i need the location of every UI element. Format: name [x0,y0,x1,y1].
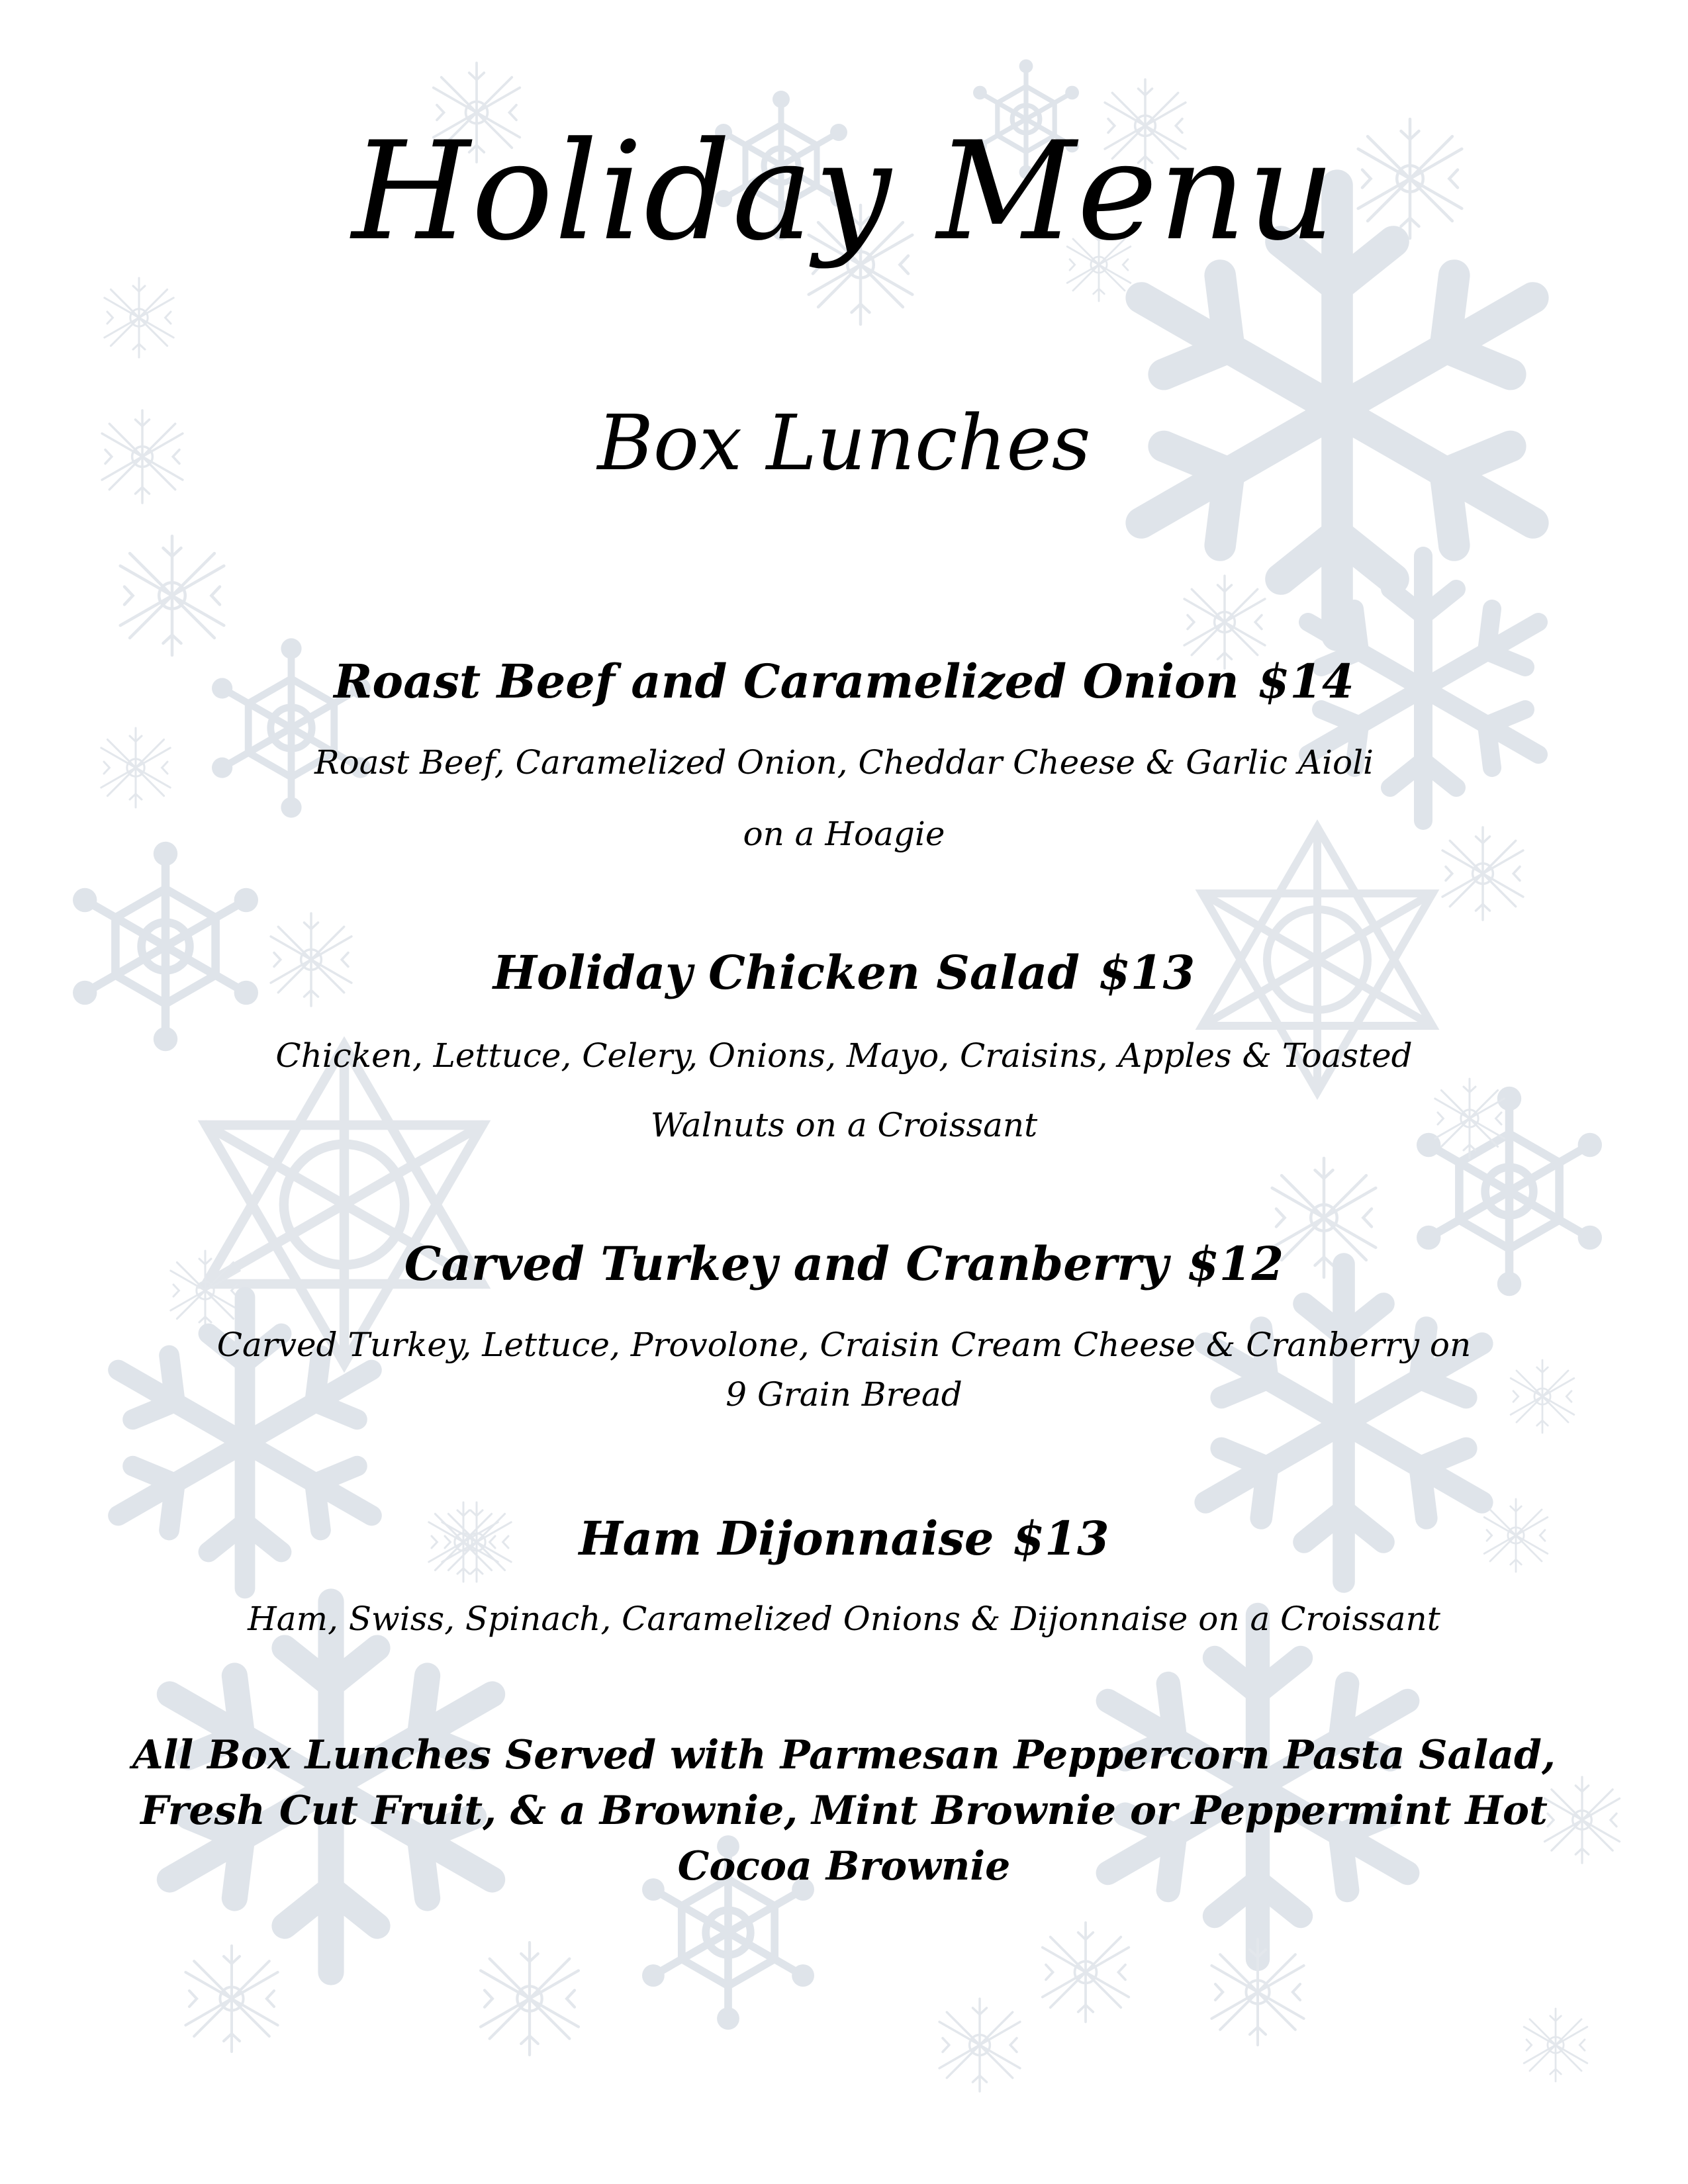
description-line: Roast Beef, Caramelized Onion, Cheddar Cheese & Garlic Aioli [314,743,1374,782]
footer-line: All Box Lunches Served with Parmesan Peppercorn Pasta Salad, [132,1732,1556,1778]
menu-item-heading [0,943,1688,1003]
footer-line: Fresh Cut Fruit, & a Brownie, Mint Brownie or Peppermint Hot [140,1788,1548,1834]
menu-item-name: Ham Dijonnaise [579,1511,994,1566]
menu-item-description [0,1034,1688,1077]
menu-item-price: $13 [1012,1511,1109,1566]
menu-item-heading [0,1509,1688,1569]
snowflake-decoration [481,1942,579,2055]
description-line: Chicken, Lettuce, Celery, Onions, Mayo, Craisins, Apples & Toasted [275,1036,1413,1075]
menu-item-price: $14 [1257,654,1354,709]
menu-item-price: $13 [1098,945,1196,1000]
snowflake-decoration [1211,1939,1303,2045]
section-title: Box Lunches [597,399,1091,488]
description-line: 9 Grain Bread [726,1375,962,1414]
snowflake-decoration [120,536,224,655]
menu-item-name: Roast Beef and Caramelized Onion [334,654,1239,709]
snowflake-decoration [939,1999,1020,2091]
snowflake-decoration [185,1946,277,2052]
description-line: Ham, Swiss, Spinach, Caramelized Onions & Dijonnaise on a Croissant [248,1600,1440,1638]
menu-item-heading [0,1234,1688,1294]
footer-note [0,1727,1688,1894]
menu-item-name: Holiday Chicken Salad [492,945,1080,1000]
menu-item-description [0,1598,1688,1640]
menu-item-description [0,1324,1688,1366]
menu-item-description [0,741,1688,784]
page-title: Holiday Menu [352,113,1336,271]
menu-item-description [0,1373,1688,1416]
description-line: on a Hoagie [743,815,945,853]
snowflake-decoration [1043,1923,1129,2022]
menu-item-description [0,813,1688,855]
description-line: Carved Turkey, Lettuce, Provolone, Craisin Cream Cheese & Cranberry on [216,1326,1472,1364]
menu-item-heading [0,652,1688,711]
snowflake-decoration [105,278,173,357]
snowflake-decoration [1524,2009,1587,2081]
footer-line: Cocoa Brownie [677,1843,1011,1889]
menu-item-price: $12 [1187,1236,1284,1291]
menu-item-name: Carved Turkey and Cranberry [404,1236,1169,1291]
menu-item-description [0,1104,1688,1146]
description-line: Walnuts on a Croissant [650,1106,1038,1144]
